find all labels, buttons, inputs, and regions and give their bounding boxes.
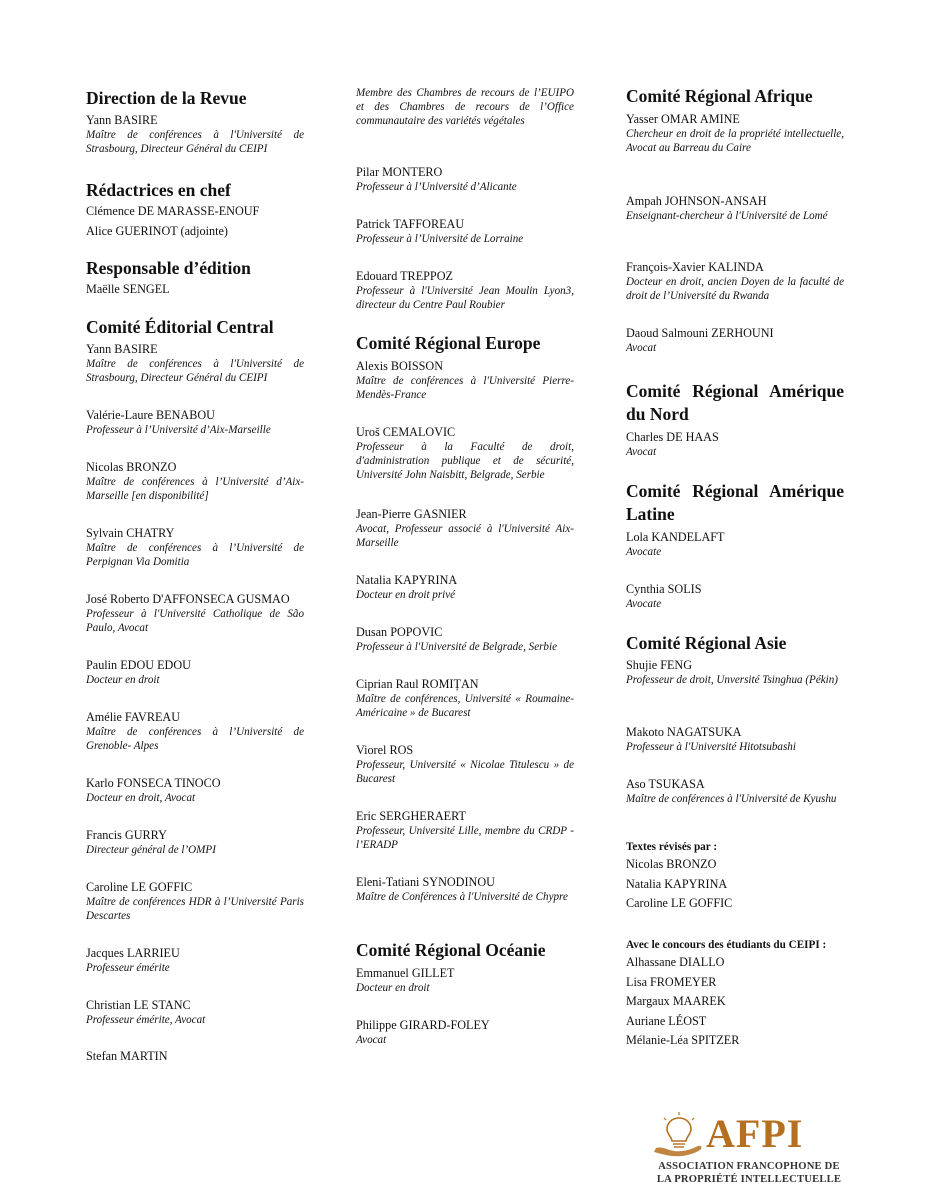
person-entry [86, 1046, 304, 1064]
person-entry [356, 570, 574, 602]
person-entry [356, 674, 574, 720]
person-role: Avocate [626, 546, 662, 558]
person-name: Dusan POPOVIC [356, 625, 443, 639]
person-role: Maître de conférences, Université « Roumaine-Américaine » de Bucarest [356, 693, 574, 720]
section-redactrices [86, 179, 304, 241]
person-name: Edouard TREPPOZ [356, 269, 453, 283]
person-entry [86, 773, 304, 805]
person-entry [626, 109, 844, 155]
person-entry [356, 214, 574, 246]
person-name: Eric SERGHERAERT [356, 809, 466, 823]
person-name: Shujie FENG [626, 658, 693, 672]
person-entry [626, 323, 844, 355]
person-entry [356, 422, 574, 483]
section-comite-central [86, 316, 304, 339]
person-name: Charles DE HAAS [626, 430, 719, 444]
section-title: Direction de la Revue [86, 88, 247, 108]
person-role: Docteur en droit [86, 674, 160, 686]
person-name: Pilar MONTERO [356, 165, 443, 179]
person-name: Francis GURRY [86, 828, 167, 842]
person-role: Avocat, Professeur associé à l'Université Aix- Marseille [356, 523, 574, 550]
person-role: Enseignant-chercheur à l'Université de Lomé [626, 210, 828, 222]
person-entry [86, 943, 304, 975]
person-role: Maître de conférences à l'Université de Strasbourg, Directeur Général du CEIPI [86, 358, 304, 385]
person-name: Natalia KAPYRINA [356, 573, 458, 587]
person-name: Cynthia SOLIS [626, 582, 702, 596]
section-amerique-nord [626, 380, 844, 426]
person-name: Nicolas BRONZO [86, 460, 177, 474]
person-role: Professeur émérite, Avocat [86, 1014, 206, 1026]
person-name: Paulin EDOU EDOU [86, 658, 191, 672]
person-name: Yann BASIRE [86, 113, 158, 127]
person-name: Alhassane DIALLO [626, 955, 725, 969]
person-role: Maître de conférences à l'Université de Strasbourg, Directeur Général du CEIPI [86, 129, 304, 156]
section-title: Comité Régional Europe [356, 333, 541, 353]
person-name: Amélie FAVREAU [86, 710, 180, 724]
section-title-line2: Latine [626, 504, 675, 524]
person-role-continuation [356, 86, 574, 129]
section-europe [356, 332, 574, 355]
logo-tagline: LA PROPRIÉTÉ INTELLECTUELLE [656, 1174, 842, 1185]
person-name: Jacques LARRIEU [86, 946, 180, 960]
person-role: Docteur en droit privé [356, 589, 456, 601]
person-role: Chercheur en droit de la propriété intellectuelle, Avocat au Barreau du Caire [626, 128, 844, 155]
person-role: Membre des Chambres de recours de l’EUIPO et des Chambres de recours de l’Office communautaire des variétés végétales [356, 87, 574, 128]
person-name: Lola KANDELAFT [626, 530, 725, 544]
person-name: Daoud Salmouni ZERHOUNI [626, 326, 774, 340]
person-role: Directeur général de l’OMPI [86, 844, 216, 856]
person-role: Maître de conférences à l'Université Pierre-Mendès-France [356, 375, 574, 402]
person-role: Avocat [626, 342, 657, 354]
person-entry [86, 457, 304, 503]
person-name: Alice GUERINOT (adjointe) [86, 223, 228, 238]
person-name: Makoto NAGATSUKA [626, 725, 742, 739]
person-name: Auriane LÉOST [626, 1013, 707, 1028]
person-entry [86, 405, 304, 437]
person-role: Maître de conférences à l’Université d’Aix-Marseille [en disponibilité] [86, 476, 304, 503]
person-name: Clémence DE MARASSE-ENOUF [86, 204, 260, 218]
person-name: Stefan MARTIN [86, 1049, 168, 1063]
person-entry [356, 622, 574, 654]
person-role: Docteur en droit, ancien Doyen de la faculté de droit de l’Université du Rwanda [626, 276, 844, 303]
person-role: Professeur à l’Université de Lorraine [356, 233, 524, 245]
person-role: Maître de conférences à l'Université de Kyushu [626, 793, 837, 805]
person-name: Caroline LE GOFFIC [626, 896, 733, 910]
person-entry [356, 356, 574, 402]
person-entry [626, 427, 844, 459]
person-name: Christian LE STANC [86, 998, 191, 1012]
section-title: Comité Éditorial Central [86, 317, 274, 337]
person-entry [626, 655, 844, 687]
person-name: Margaux MAAREK [626, 994, 726, 1008]
person-role: Professeur à l'Université Catholique de São Paulo, Avocat [86, 608, 304, 635]
person-name: Yann BASIRE [86, 342, 158, 356]
person-name: Natalia KAPYRINA [626, 876, 728, 891]
person-name: José Roberto D'AFFONSECA GUSMAO [86, 592, 290, 606]
person-entry [86, 339, 304, 385]
section-title: Comité Régional Océanie [356, 940, 546, 960]
person-entry [626, 722, 844, 754]
person-entry [86, 877, 304, 923]
person-role: Avocate [626, 598, 662, 610]
person-name: Emmanuel GILLET [356, 966, 455, 980]
person-role: Professeur émérite [86, 962, 170, 974]
section-title: Comité Régional Afrique [626, 86, 813, 106]
person-role: Maître de conférences à l’Université de Grenoble- Alpes [86, 726, 304, 753]
person-name: Mélanie-Léa SPITZER [626, 1033, 740, 1047]
logo-tagline: ASSOCIATION FRANCOPHONE DE [658, 1161, 840, 1172]
person-name: Eleni-Tatiani SYNODINOU [356, 875, 495, 889]
person-entry [626, 579, 844, 611]
section-title: Comité Régional Amérique [626, 481, 844, 501]
person-name: Aso TSUKASA [626, 777, 705, 791]
person-entry [356, 504, 574, 550]
section-label: Avec le concours des étudiants du CEIPI : [626, 939, 827, 951]
person-role: Docteur en droit [356, 982, 430, 994]
person-entry [626, 774, 844, 806]
person-name: Philippe GIRARD-FOLEY [356, 1018, 490, 1032]
person-role: Professeur à l’Université d’Alicante [356, 181, 517, 193]
person-role: Professeur à l'Université de Belgrade, Serbie [356, 641, 557, 653]
section-direction [86, 87, 304, 156]
person-role: Professeur à l’Université d’Aix-Marseille [86, 424, 271, 436]
section-oceanie [356, 939, 574, 962]
section-afrique [626, 85, 844, 108]
person-name: Valérie-Laure BENABOU [86, 408, 215, 422]
section-title: Comité Régional Asie [626, 633, 787, 653]
person-name: Jean-Pierre GASNIER [356, 507, 467, 521]
person-role: Maître de Conférences à l'Université de Chypre [356, 891, 568, 903]
section-title: Rédactrices en chef [86, 180, 231, 200]
person-role: Professeur, Université « Nicolae Titulescu » de Bucarest [356, 759, 574, 786]
person-name: Karlo FONSECA TINOCO [86, 776, 221, 790]
person-entry [626, 191, 844, 223]
person-entry [86, 707, 304, 753]
person-name: Ciprian Raul ROMIȚAN [356, 677, 479, 691]
logo-wordmark: AFPI [706, 1111, 804, 1156]
section-amerique-latine [626, 480, 844, 526]
person-entry [86, 589, 304, 635]
person-role: Professeur à l'Université Jean Moulin Lyon3, directeur du Centre Paul Roubier [356, 285, 574, 312]
section-title-line2: du Nord [626, 404, 689, 424]
person-entry [356, 872, 574, 904]
person-name: Ampah JOHNSON-ANSAH [626, 194, 767, 208]
person-role: Professeur de droit, Unversité Tsinghua (Pékin) [626, 674, 838, 686]
afpi-logo [652, 1110, 842, 1190]
person-entry [626, 527, 844, 559]
person-role: Avocat [356, 1034, 387, 1046]
section-textes-revises [626, 840, 844, 914]
person-name: Sylvain CHATRY [86, 526, 175, 540]
person-name: Yasser OMAR AMINE [626, 112, 740, 126]
person-name: Caroline LE GOFFIC [86, 880, 193, 894]
person-role: Professeur à l'Université Hitotsubashi [626, 741, 796, 753]
person-entry [356, 1015, 574, 1047]
section-asie [626, 632, 844, 655]
section-label: Textes révisés par : [626, 841, 718, 853]
person-name: Nicolas BRONZO [626, 857, 717, 871]
person-role: Avocat [626, 446, 657, 458]
section-title: Responsable d’édition [86, 258, 251, 278]
section-title: Comité Régional Amérique [626, 381, 844, 401]
person-name: Alexis BOISSON [356, 359, 444, 373]
person-role: Professeur à la Faculté de droit, d'administration publique et de sécurité, Université John Naisbitt, Belgrade, Serbie [356, 441, 574, 482]
person-entry [356, 266, 574, 312]
person-entry [356, 162, 574, 194]
person-entry [86, 523, 304, 569]
person-name: Lisa FROMEYER [626, 974, 717, 989]
person-entry [356, 963, 574, 995]
lightbulb-hand-icon [652, 1112, 706, 1158]
person-role: Docteur en droit, Avocat [86, 792, 196, 804]
person-entry [626, 257, 844, 303]
person-name: Viorel ROS [356, 743, 414, 757]
person-entry [356, 740, 574, 786]
person-entry [86, 655, 304, 687]
person-entry [86, 825, 304, 857]
person-role: Maître de conférences à l’Université de Perpignan Via Domitia [86, 542, 304, 569]
section-concours [626, 938, 844, 1051]
person-entry [86, 995, 304, 1027]
person-name: Patrick TAFFOREAU [356, 217, 465, 231]
person-entry [356, 806, 574, 852]
person-role: Maître de conférences HDR à l’Université Paris Descartes [86, 896, 304, 923]
section-responsable [86, 257, 304, 300]
person-name: Uroš CEMALOVIC [356, 425, 456, 439]
person-name: François-Xavier KALINDA [626, 260, 764, 274]
person-role: Professeur, Université Lille, membre du CRDP - l’ERADP [356, 825, 574, 852]
person-name: Maëlle SENGEL [86, 282, 170, 296]
